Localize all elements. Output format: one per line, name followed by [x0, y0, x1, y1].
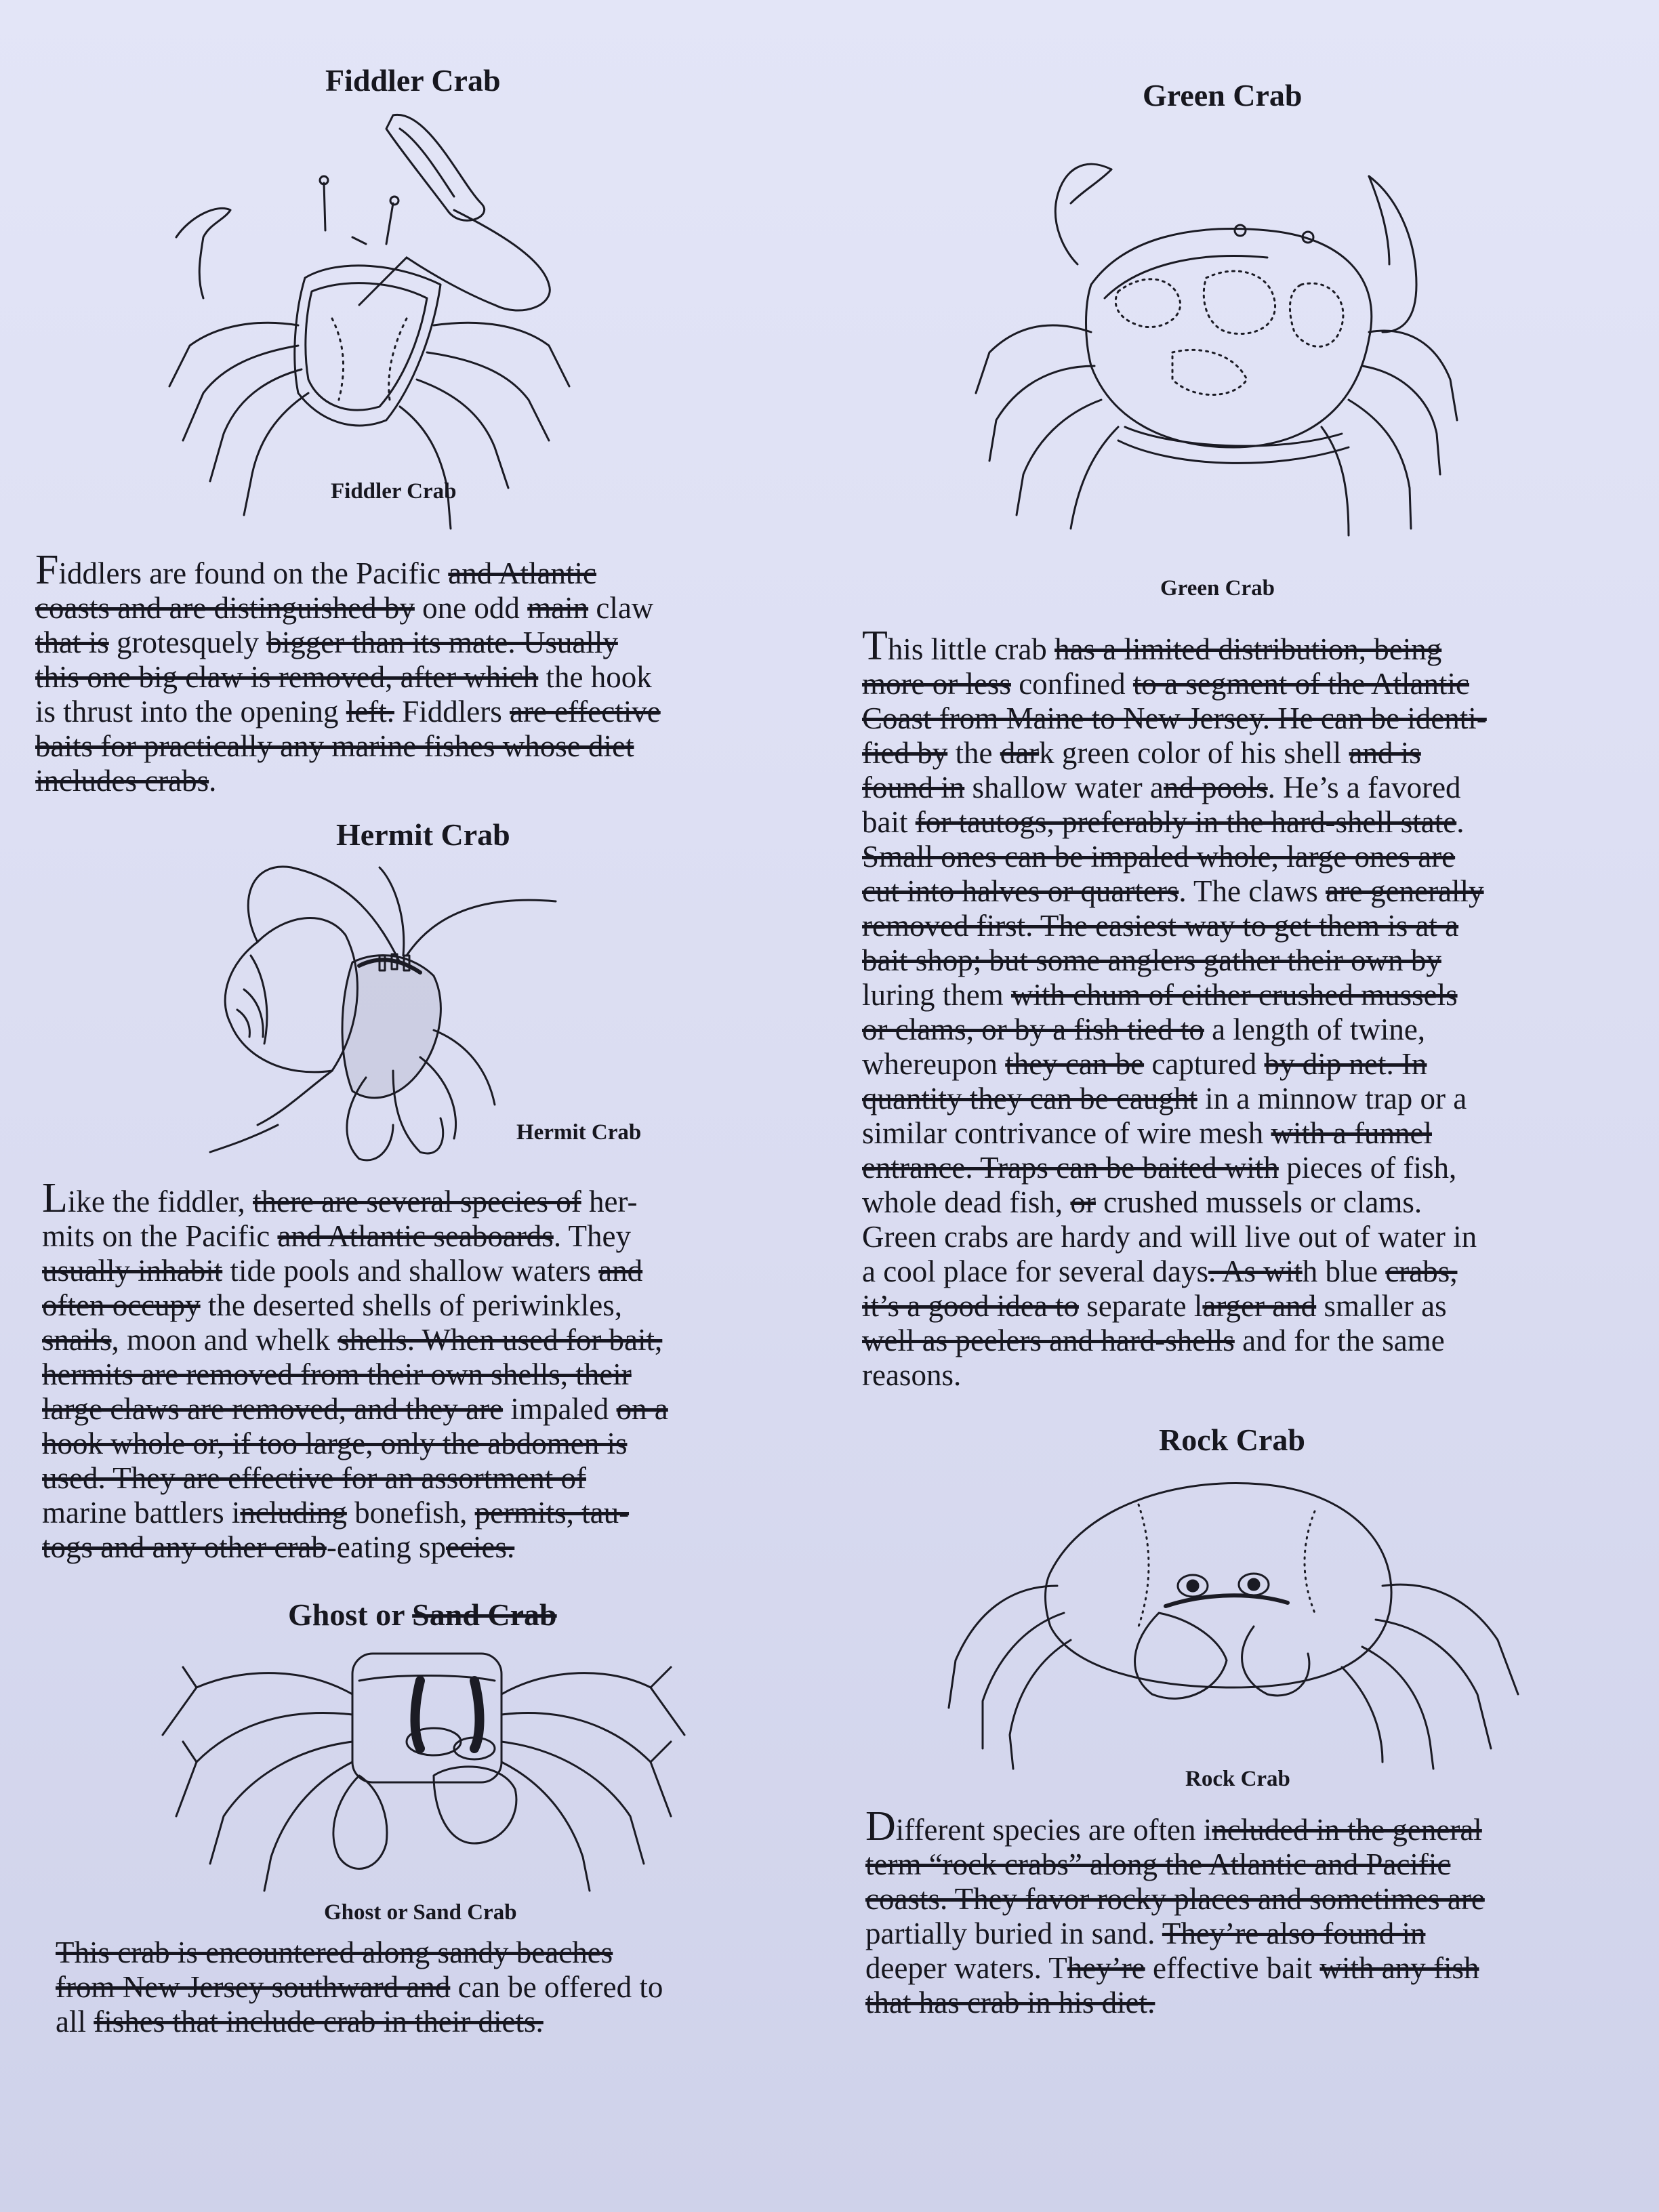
text-run: smaller as	[1324, 1289, 1447, 1323]
hermit-crab-paragraph	[42, 1175, 821, 1565]
text-run: impaled	[503, 1392, 617, 1426]
struck-text: that is	[35, 626, 109, 659]
struck-text: more or less	[862, 667, 1011, 701]
text-run: L	[42, 1175, 68, 1221]
ghost-crab-illustration	[136, 1640, 718, 1898]
struck-text: has a limited distribution, being	[1054, 632, 1442, 666]
struck-text: or	[1070, 1185, 1096, 1219]
struck-text: by dip net. In	[1264, 1047, 1427, 1081]
struck-text: shells. When used for bait,	[337, 1323, 663, 1357]
struck-text: They’re also found in	[1162, 1917, 1426, 1950]
struck-text: dar	[1000, 736, 1040, 770]
struck-text: crabs,	[1385, 1254, 1458, 1288]
rock-crab-caption: Rock Crab	[1185, 1767, 1290, 1791]
struck-text: Small ones can be impaled whole, large ones are	[862, 840, 1456, 874]
text-run: and for the same reasons.	[862, 1324, 1445, 1392]
text-run: marine battlers i	[42, 1496, 241, 1530]
fiddler-crab-illustration	[142, 102, 657, 542]
struck-text: for tautogs, preferably in the hard-shell state	[915, 805, 1457, 839]
struck-text: it’s a good idea to	[862, 1289, 1079, 1323]
struck-text: main	[527, 591, 589, 625]
text-run: confined	[1010, 667, 1133, 701]
text-run: crushed mussels or clams. Green crabs are hardy and will live out of water in a cool place for several days	[862, 1185, 1477, 1288]
ghost-crab-heading	[288, 1597, 557, 1633]
struck-text: are generally	[1325, 874, 1484, 908]
struck-text: term “rock crabs” along the Atlantic and Pacific	[865, 1847, 1451, 1881]
struck-text: baits for practically any marine fishes whose diet	[35, 729, 634, 763]
struck-text: coasts. They favor rocky places and sometimes are	[865, 1882, 1485, 1916]
struck-text: large claws are removed, and they are	[42, 1392, 504, 1426]
text-run: k green color of his shell	[1039, 736, 1349, 770]
text-run: one odd	[414, 591, 528, 625]
text-run: .	[209, 764, 217, 798]
struck-text: to a segment of the Atlantic	[1132, 667, 1470, 701]
struck-text: . As wit	[1208, 1254, 1303, 1288]
struck-text: permits, tau-	[474, 1496, 630, 1530]
text-run: -eating sp	[326, 1530, 447, 1564]
struck-text: from New Jersey southward and	[56, 1970, 451, 2004]
text-run: iddlers are found on the Pacific	[58, 556, 449, 590]
struck-text: bait shop; but some anglers gather their own by	[862, 943, 1441, 977]
text-run: pieces of fish, whole dead fish,	[862, 1151, 1457, 1219]
struck-text: This crab is encountered along sandy beaches	[56, 1936, 613, 1969]
struck-text: and is	[1349, 736, 1421, 770]
struck-text: hermits are removed from their own shells, their	[42, 1357, 632, 1391]
struck-text: and	[598, 1254, 643, 1288]
hermit-crab-heading: Hermit Crab	[336, 817, 510, 852]
struck-text: there are several species of	[252, 1185, 581, 1218]
struck-text: that has crab in his diet.	[865, 1986, 1155, 2020]
text-run: her- mits on the Pacific	[42, 1185, 638, 1253]
ghost-crab-heading-b: Sand Crab	[412, 1597, 557, 1632]
struck-text: coasts and are distinguished by	[35, 591, 415, 625]
text-run: ike the fiddler,	[67, 1185, 253, 1218]
text-run: Fiddlers	[394, 695, 510, 729]
struck-text: or clams, or by a fish tied to	[862, 1012, 1204, 1046]
text-run: .	[1456, 805, 1465, 839]
green-crab-heading: Green Crab	[1143, 78, 1303, 112]
text-run: in a minnow trap or a similar contrivance of wire mesh	[862, 1082, 1467, 1150]
green-crab-caption: Green Crab	[1160, 576, 1275, 600]
struck-text: and Atlantic seaboards	[277, 1219, 554, 1253]
text-run: partially buried in sand.	[865, 1917, 1155, 1950]
text-run: F	[35, 547, 59, 593]
struck-text: with chum of either crushed mussels	[1010, 978, 1458, 1012]
text-run: the deserted shells of periwinkles,	[207, 1288, 623, 1322]
text-run: grotesquely	[108, 626, 267, 659]
fiddler-crab-caption: Fiddler Crab	[331, 479, 457, 504]
struck-text: with any fish	[1319, 1951, 1479, 1985]
struck-text: fied by	[862, 736, 948, 770]
struck-text: includes crabs	[35, 764, 209, 798]
struck-text: bigger than its mate. Usually	[266, 626, 618, 659]
text-run: T	[862, 623, 888, 669]
fiddler-crab-paragraph	[35, 547, 815, 798]
struck-text: cut into halves or quarters	[862, 874, 1179, 908]
ghost-crab-heading-a: Ghost or	[288, 1597, 413, 1632]
struck-text: with a funnel	[1271, 1116, 1432, 1150]
rock-crab-paragraph	[865, 1803, 1645, 2020]
struck-text: hey’re	[1067, 1951, 1145, 1985]
struck-text: used. They are effective for an assortment of	[42, 1461, 587, 1495]
struck-text: snails	[42, 1323, 112, 1357]
text-run: effective bait	[1145, 1951, 1320, 1985]
text-run: can be offered to all	[56, 1970, 663, 2039]
struck-text: ecies.	[446, 1530, 515, 1564]
struck-text: they can be	[1005, 1047, 1145, 1081]
text-run: separate l	[1078, 1289, 1203, 1323]
text-run: his little crab	[887, 632, 1055, 666]
text-run: h blue	[1302, 1254, 1386, 1288]
text-run: the	[947, 736, 1000, 770]
struck-text: ncluded in the general	[1212, 1813, 1482, 1847]
text-run: , moon and whelk	[111, 1323, 338, 1357]
ghost-crab-paragraph	[56, 1936, 835, 2039]
text-run: a length of twine, whereupon	[862, 1012, 1426, 1081]
ghost-crab-caption: Ghost or Sand Crab	[324, 1900, 517, 1925]
struck-text: usually inhabit	[42, 1254, 223, 1288]
struck-text: Coast from Maine to New Jersey. He can be identi-	[862, 701, 1487, 735]
text-run: . He’s a favored bait	[862, 771, 1461, 839]
struck-text: quantity they can be caught	[862, 1082, 1197, 1115]
text-run: ifferent species are often i	[895, 1813, 1212, 1847]
text-run: deeper waters. T	[865, 1951, 1067, 1985]
text-run: bonefish,	[346, 1496, 475, 1530]
struck-text: entrance. Traps can be baited with	[862, 1151, 1279, 1185]
rock-crab-illustration	[935, 1464, 1532, 1776]
struck-text: on a	[616, 1392, 668, 1426]
text-run: captured	[1144, 1047, 1265, 1081]
struck-text: nd pools	[1163, 771, 1268, 804]
struck-text: left.	[346, 695, 394, 729]
struck-text: hook whole or, if too large, only the abdomen is	[42, 1427, 628, 1460]
text-run: D	[865, 1803, 896, 1849]
struck-text: often occupy	[42, 1288, 201, 1322]
text-run: luring them	[862, 978, 1004, 1012]
struck-text: and Atlantic	[448, 556, 596, 590]
struck-text: found in	[862, 771, 965, 804]
struck-text: fishes that include crab in their diets.	[94, 2005, 544, 2039]
fiddler-crab-heading: Fiddler Crab	[325, 63, 501, 98]
text-run: tide pools and shallow waters	[222, 1254, 599, 1288]
text-run: . They	[553, 1219, 631, 1253]
hermit-crab-caption: Hermit Crab	[516, 1120, 642, 1145]
struck-text: well as peelers and hard-shells	[862, 1324, 1235, 1357]
struck-text: are effective	[509, 695, 661, 729]
text-run: claw	[596, 591, 654, 625]
struck-text: removed first. The easiest way to get them is at a	[862, 909, 1459, 943]
green-crab-paragraph	[862, 623, 1641, 1393]
struck-text: arger and	[1202, 1289, 1317, 1323]
struck-text: this one big claw is removed, after which	[35, 660, 539, 694]
struck-text: togs and any other crab	[42, 1530, 327, 1564]
text-run: . The claws	[1179, 874, 1326, 908]
rock-crab-heading: Rock Crab	[1159, 1422, 1305, 1457]
text-run: shallow water a	[964, 771, 1164, 804]
struck-text: ncluding	[240, 1496, 347, 1530]
green-crab-illustration	[949, 129, 1464, 562]
text-run: the hook is thrust into the opening	[35, 660, 652, 729]
